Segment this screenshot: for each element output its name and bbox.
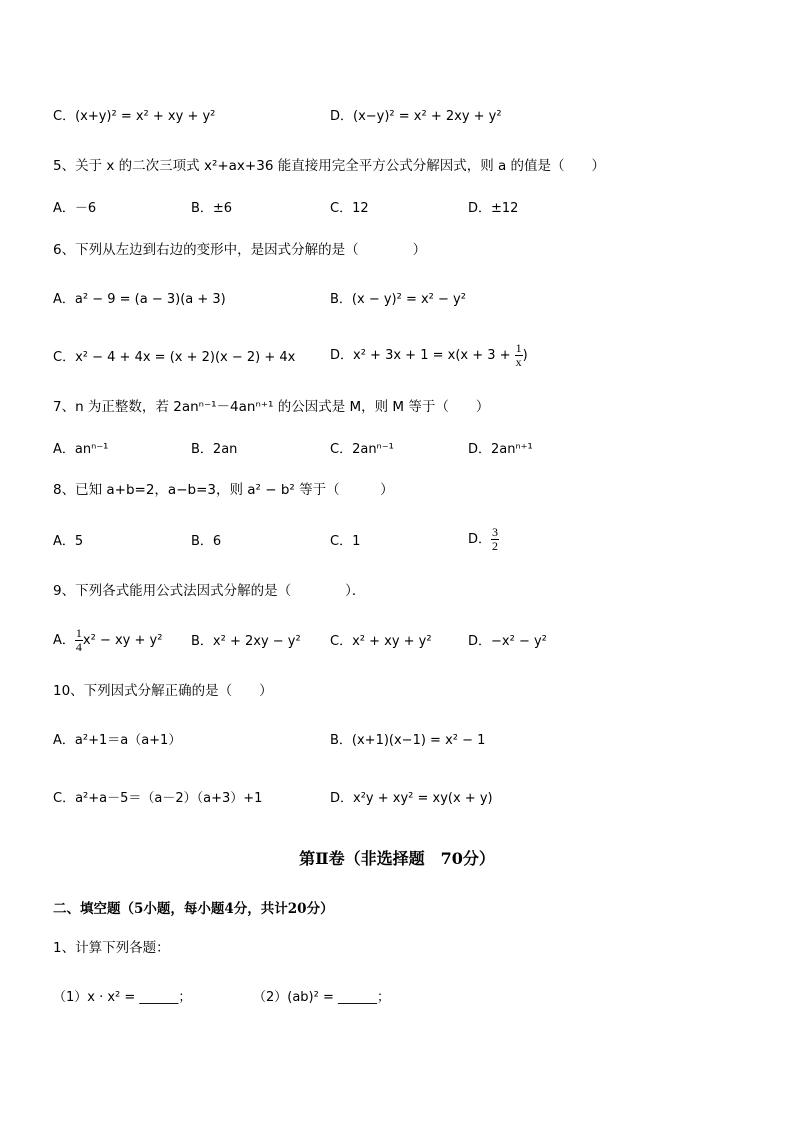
q7-option-a: A．anⁿ⁻¹ — [53, 442, 109, 457]
q7-option-d: D．2anⁿ⁺¹ — [468, 442, 533, 457]
q7-option-b: B．2an — [191, 442, 238, 457]
q9-option-a-rest: x² − xy + y² — [82, 633, 163, 648]
q5-option-d: D．±12 — [468, 201, 519, 216]
q10-option-a: A．a²+1＝a（a+1） — [53, 733, 182, 748]
q5-stem: 5、关于 x 的二次三项式 x²+ax+36 能直接用完全平方公式分解因式，则 a 的值是（ ） — [53, 158, 606, 174]
q9-option-d: D．−x² − y² — [468, 634, 547, 649]
section-heading: 二、填空题（5小题，每小题4分，共计20分） — [53, 901, 334, 917]
q7-option-c: C．2anⁿ⁻¹ — [330, 442, 394, 457]
q7-stem: 7、n 为正整数，若 2anⁿ⁻¹－4anⁿ⁺¹ 的公因式是 M，则 M 等于（ ） — [53, 399, 490, 415]
q6-option-d-numerator: 1 — [515, 341, 522, 355]
q6-option-d-fraction — [515, 342, 523, 369]
q6-option-d-denominator: x — [515, 355, 522, 369]
q9-option-a-numerator: 1 — [75, 626, 82, 640]
q5-option-b: B．±6 — [191, 201, 233, 216]
q9-option-a-label: A． — [53, 633, 75, 648]
q8-option-d-numerator: 3 — [492, 525, 499, 539]
q5-option-c: C．12 — [330, 201, 369, 216]
q8-option-d-fraction — [491, 526, 499, 553]
q8-option-a: A．5 — [53, 534, 84, 549]
q8-option-b: B．6 — [191, 534, 222, 549]
q9-option-a — [53, 627, 162, 654]
fill-q1-part1: （1）x · x² = ______； — [53, 990, 192, 1005]
q6-stem: 6、下列从左边到右边的变形中，是因式分解的是（ ） — [53, 242, 427, 258]
fill-q1-stem: 1、计算下列各题： — [53, 940, 170, 956]
q5-option-a: A．－6 — [53, 201, 97, 216]
q8-stem: 8、已知 a+b=2，a−b=3，则 a² − b² 等于（ ） — [53, 482, 394, 498]
part2-title: 第Ⅱ卷（非选择题 70分） — [299, 849, 495, 868]
q10-option-b: B．(x+1)(x−1) = x² − 1 — [330, 733, 486, 748]
q6-option-b: B．(x − y)² = x² − y² — [330, 292, 466, 307]
q8-option-c: C．1 — [330, 534, 361, 549]
q9-stem: 9、下列各式能用公式法因式分解的是（ ）． — [53, 583, 366, 599]
q8-option-d-denominator: 2 — [492, 539, 499, 553]
q4-option-c: C．(x+y)² = x² + xy + y² — [53, 109, 216, 124]
q6-option-d-right: ) — [522, 348, 528, 363]
fill-q1-part2: （2）(ab)² = ______； — [253, 990, 391, 1005]
q10-option-d: D．x²y + xy² = xy(x + y) — [330, 791, 493, 806]
q9-option-a-fraction — [75, 627, 83, 654]
q10-option-c: C．a²+a－5＝（a－2）（a+3）+1 — [53, 791, 263, 806]
q6-option-c: C．x² − 4 + 4x = (x + 2)(x − 2) + 4x — [53, 350, 296, 365]
q6-option-a: A．a² − 9 = (a − 3)(a + 3) — [53, 292, 226, 307]
q9-option-c: C．x² + xy + y² — [330, 634, 432, 649]
q8-option-d — [468, 526, 499, 553]
q9-option-a-denominator: 4 — [75, 640, 82, 654]
q9-option-b: B．x² + 2xy − y² — [191, 634, 301, 649]
q6-option-d — [330, 342, 528, 369]
q6-option-d-left: D．x² + 3x + 1 = x(x + 3 + — [330, 348, 515, 363]
q10-stem: 10、下列因式分解正确的是（ ） — [53, 683, 273, 699]
q4-option-d: D．(x−y)² = x² + 2xy + y² — [330, 109, 502, 124]
q8-option-d-label: D． — [468, 532, 492, 547]
